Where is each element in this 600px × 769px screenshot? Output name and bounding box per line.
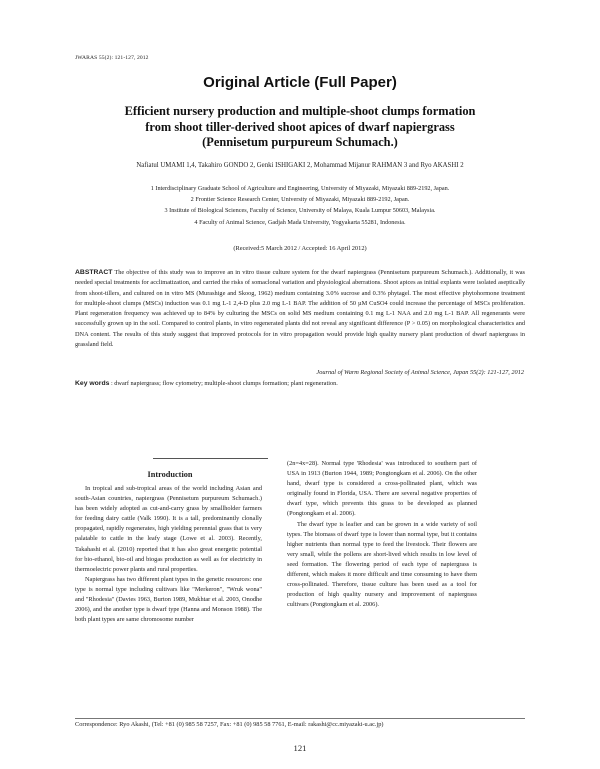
affiliations [60, 183, 540, 228]
paragraph: The dwarf type is leafier and can be grown in a wide variety of soil types. The biomass of dwarf type is lower than normal type, but it contains higher nutrients than normal type to feed the livestock. Their flowers are very small, while the pollens are short-lived which results in low level of seed formation. The flowering period of each type of napiergrass is different, which makes it more difficult and time consuming to have them cross-pollinated. Therefore, tissue culture has been used as a tool for production of high quality nursery and improvement of napiergrass cultivars (Pongtongkam et al. 2006). [287, 520, 477, 609]
paragraph: In tropical and sub-tropical areas of the world including Asian and south-Asian countries, napiergrass (Pennisetum purpureum Schumach.) has been widely adopted as cut-and-carry grass by smallholder farmers for feeding dairy cattle (Valk 1990). It is a tall, predominantly clonally propagated, rapidly regenerates, high yielding perennial grass that is very palatable to cattle in the leafy stage (Lowe et al. 2003). Recently, Takahashi et al. (2010) reported that it has also great energetic potential for bio-ethanol, bio-oil and biogas production as well as for electricity in thermoelectric power plants and rural properties. [75, 485, 262, 573]
abstract-label: ABSTRACT [75, 269, 113, 276]
title-line: (Pennisetum purpureum Schumach.) [202, 135, 398, 149]
keywords-label: Key words [75, 380, 110, 387]
paper-title [60, 104, 540, 151]
received-dates: (Received:5 March 2012 / Accepted: 16 April 2012) [233, 245, 367, 252]
section-divider [153, 458, 268, 459]
body-column-left [75, 484, 262, 625]
paragraph: (2n=4x=28). Normal type 'Rhodesia' was introduced to southern part of USA in 1913 (Burton 1944, 1989; Pongtongkam et al. 2006). On the other hand, dwarf type is considered a cross-pollinated plant, which was originally found in Florida, USA. There are several negative properties of dwarf type, which prevents this grass to be developed as planned (Pongtongkam et al. 2006). [287, 460, 477, 518]
abstract-text: The objective of this study was to improve an in vitro tissue culture system for the dwarf napiergrass (Pennisetum purpureum Schumach.). Additionally, it was needed special treatments for acclimatization, and carried the risks of somaclonal variation and physiological aberrations. Shoot apices as initial explants were isolated aseptically from shoot-tillers, and cultured on in vitro MS (Murashige and Skoog, 1962) medium containing 3.0% sucrose and 0.3% phytagel. The most effective phytohormone treatment for multiple-shoot clumps (MSCs) induction was 0.1 mg L-1 2,4-D plus 2.0 mg L-1 BAP. The addition of 50 µM CuSO4 could increase the percentage of MSCs proliferation. Plant regeneration frequency was achieved up to 84% by culturing the MSCs on solid MS medium containing 0.1 mg L-1 NAA and 2.0 mg L-1 BAP. All regenerants were successfully grown up in the soil. Compared to control plants, in vitro regenerated plants did not reveal any significant difference (P > 0.05) on morphological characteristics and DNA content. The results of this study suggest that improved protocols for in vitro propagation would provide high quality nursery plant production of dwarf napiergrass in grassland field. [75, 269, 525, 349]
title-line: from shoot tiller-derived shoot apices of dwarf napiergrass [145, 119, 455, 134]
affiliation-line: 4 Faculty of Animal Science, Gadjah Mada University, Yogyakarta 55281, Indonesia. [194, 218, 406, 226]
page-number: 121 [293, 743, 307, 753]
affiliation-line: 1 Interdisciplinary Graduate School of Agriculture and Engineering, University of Miyazaki, Miyazaki 889-2192, Japan. [150, 185, 450, 192]
abstract [75, 268, 525, 350]
journal-reference: JWARAS 55(2): 121-127, 2012 [75, 55, 149, 61]
title-line: Efficient nursery production and multiple-shoot clumps formation [124, 104, 476, 118]
footnote-divider [75, 718, 525, 719]
article-type-heading: Original Article (Full Paper) [203, 74, 397, 91]
author-list: Nafiatul UMAMI 1,4, Takahiro GONDO 2, Genki ISHIGAKI 2, Mohammad Mijanur RAHMAN 3 and Ryo AKASHI 2 [136, 162, 464, 169]
journal-citation: Journal of Warm Regional Society of Animal Science, Japan 55(2): 121-127, 2012 [316, 369, 524, 376]
keywords-text: : dwarf napiergrass; flow cytometry; multiple-shoot clumps formation; plant regeneration. [110, 380, 338, 387]
body-column-right [287, 459, 477, 610]
affiliation-line: 3 Institute of Biological Sciences, Faculty of Science, University of Malaya, Kuala Lumpur 50603, Malaysia. [164, 207, 436, 215]
section-heading: Introduction [147, 470, 193, 479]
paragraph: Napiergrass has two different plant types in the genetic resources: one type is normal type including cultivars like "Merkeron", "Wruk wona" and "Rhodesia" (Davies 1963, Burton 1989, Mukhtar et al. 2003, Onodhe 2006), and the another type is dwarf type (Hanna and Monson 1988). The both plant types are same chromosome number [75, 575, 262, 624]
correspondence-footnote: Correspondence: Ryo Akashi, (Tel: +81 (0) 985 58 7257, Fax: +81 (0) 985 58 7761, E-mail: rakashi@cc.miyazaki-u.ac.jp) [75, 721, 384, 728]
affiliation-line: 2 Frontier Science Research Center, University of Miyazaki, Miyazaki 889-2192, Japan. [190, 196, 410, 204]
keywords [75, 380, 525, 387]
